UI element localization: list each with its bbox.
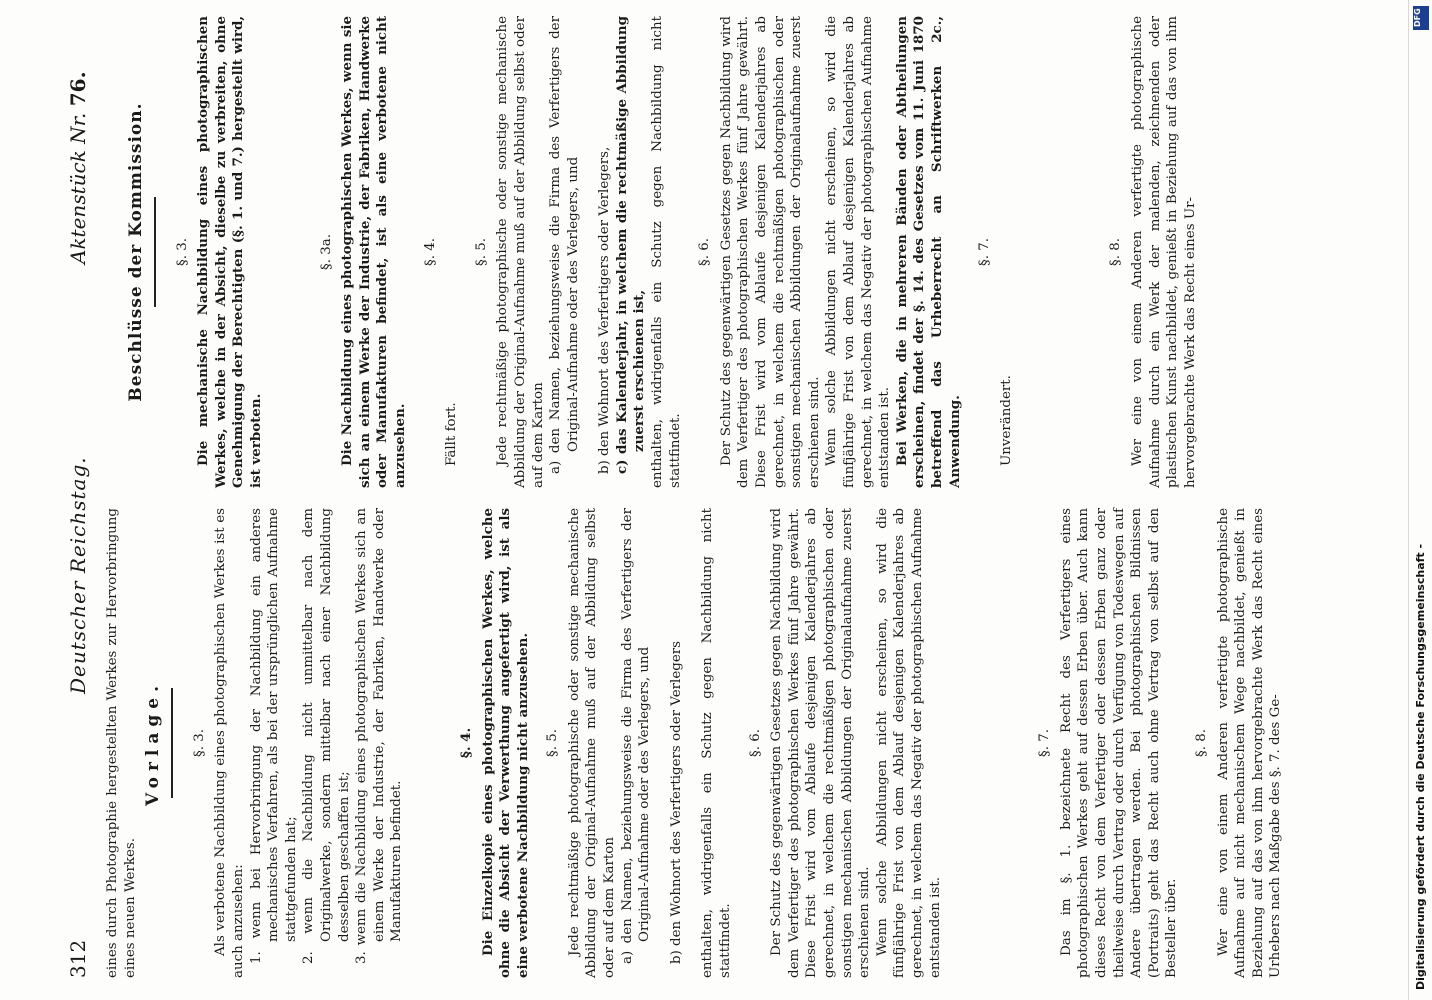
list-item: 2. wenn die Nachbildung nicht unmittelbar nach dem Originalwerke, sondern mittelbar nach einer Nachbildung desselben geschaffen ist; — [301, 508, 352, 964]
section-text: Die mechanische Nachbildung eines photographischen Werkes, welche in der Absicht, dieselbe zu verbreiten, ohne Genehmigung der Berechtigten (§. 1. und 7.) hergestellt wird, ist verboten. — [195, 16, 264, 488]
list-item: a) den Namen, beziehungsweise die Firma des Verfertigers der Original-Aufnahme oder des Verlegers, und — [619, 508, 653, 964]
section-title: §. 7. — [1037, 729, 1053, 757]
header-title: Deutscher Reichstag. — [66, 456, 90, 694]
section-text: Als verbotene Nachbildung eines photographischen Werkes ist es auch anzusehen: — [213, 508, 246, 978]
section-list — [619, 508, 686, 964]
list-item: b) den Wohnort des Verfertigers oder Verlegers — [668, 640, 684, 964]
page-header — [62, 14, 96, 984]
list-item: c) das Kalenderjahr, in welchem die rechtmäßige Abbildung zuerst erschienen ist, — [613, 16, 648, 474]
section-title: §. 4. — [422, 238, 438, 266]
section-text: Wenn solche Abbildungen nicht erscheinen, so wird die fünfjährige Frist von dem Ablauf desjenigen Kalenderjahres ab gerechnet, in welchem das Negativ der photographischen Aufnahme entstanden ist. — [824, 16, 893, 488]
column-vorlage — [104, 508, 1394, 978]
section-text: enthalten, widrigenfalls ein Schutz gegen Nachbildung nicht stattfindet. — [650, 16, 683, 488]
section-text: Jede rechtmäßige photographische oder sonstige mechanische Abbildung der Original-Aufnahme muß auf der Abbildung selbst oder auf dem Karton — [495, 16, 546, 488]
heading-rule — [171, 688, 173, 798]
section-title: §. 4. — [457, 727, 474, 759]
heading-rule — [154, 197, 156, 307]
section-text: Jede rechtmäßige photographische oder sonstige mechanische Abbildung der Original-Aufnahme muß auf der Abbildung selbst oder auf dem Karton — [566, 508, 618, 978]
digitization-credit: Digitalisierung gefördert durch die Deutsche Forschungsgemeinschaft - — [1414, 543, 1427, 990]
section-title: §. 8. — [1108, 238, 1124, 266]
section-list — [547, 16, 649, 474]
section-text: Wer eine von einem Anderen verfertigte photographische Aufnahme durch ein Werk der malenden, zeichnenden oder plastischen Kunst nachbildet, genießt in Beziehung auf das von ihm hervorgebrachte Werk das Recht eines Ur- — [1129, 16, 1198, 488]
page-number: 312 — [66, 939, 90, 978]
column-beschluesse — [104, 16, 1394, 488]
header-aktenstueck — [66, 71, 90, 264]
section-title: §. 3a. — [318, 234, 334, 270]
list-item: 1. wenn bei Hervorbringung der Nachbildung ein anderes mechanisches Verfahren, als bei der ursprünglichen Aufnahme stattgefunden hat; — [248, 508, 299, 964]
section-text: Wenn solche Abbildungen nicht erscheinen, so wird die fünfjährige Frist von dem Ablauf desjenigen Kalenderjahres ab gerechnet, in welchem das Negativ der photographischen Aufnahme entstanden ist. — [874, 508, 943, 978]
section-text: Der Schutz des gegenwärtigen Gesetzes gegen Nachbildung wird dem Verfertiger des photographischen Werkes fünf Jahre gewährt. Diese Frist wird vom Ablaufe desjenigen Kalenderjahres ab gerechnet, in welchem die rechtmäßigen photographischen oder sonstigen mechanischen Abbildungen der Originalaufnahme zuerst erschienen sind. — [769, 508, 873, 978]
section-text: Der Schutz des gegenwärtigen Gesetzes gegen Nachbildung wird dem Verfertiger des photographischen Werkes fünf Jahre gewährt. Diese Frist wird vom Ablaufe desjenigen Kalenderjahres ab gerechnet, in welchem die rechtmäßigen photographischen oder sonstigen mechanischen Abbildungen der Originalaufnahme zuerst erschienen sind. — [718, 16, 822, 488]
section-text: Die Nachbildung eines photographischen Werkes, wenn sie sich an einem Werke der Industrie, der Fabriken, Handwerke oder Manufakturen befindet, ist als eine verbotene nicht anzusehen. — [339, 16, 408, 488]
column-heading-vorlage: Vorlage. — [143, 679, 164, 807]
column-heading-beschluesse: Beschlüsse der Kommission. — [126, 102, 146, 402]
section-text: Fällt fort. — [444, 402, 460, 466]
section-text: Das im §. 1. bezeichnete Recht des Verfertigers eines photographischen Werkes geht auf dessen Erben über. Auch kann dieses Recht von dem Verfertiger oder dessen Erben ganz oder theilweise durch Vertrag oder durch Verfügung von Todeswegen auf Andere übertragen werden. Bei photographischen Bildnissen (Portraits) geht das Recht auch ohne Vertrag von selbst auf den Besteller über. — [1058, 508, 1180, 978]
section-text: Bei Werken, die in mehreren Bänden oder Abtheilungen erscheinen, findet der §. 14. des Gesetzes vom 11. Juni 1870 betreffend das Urheberrecht an Schriftwerken 2c., Anwendung. — [893, 16, 963, 488]
section-list — [248, 508, 406, 964]
dfg-logo-icon: DFG — [1413, 6, 1429, 30]
section-title: §. 8. — [1193, 729, 1209, 757]
section-text: Die Einzelkopie eines photographischen Werkes, welche ohne die Absicht der Verwerthung angefertigt wird, ist als eine verbotene Nachbildung nicht anzusehen. — [479, 508, 531, 978]
section-title: §. 3. — [174, 238, 190, 266]
list-item: a) den Namen, beziehungsweise die Firma des Verfertigers der Original-Aufnahme oder des Verlegers, und — [548, 16, 581, 474]
intro-text: eines durch Photographie hergestellten Werkes zur Hervorbringung eines neuen Werkes. — [105, 508, 138, 978]
section-title: §. 6. — [747, 729, 763, 757]
section-title: §. 5. — [545, 729, 561, 757]
section-title: §. 3. — [191, 729, 207, 757]
section-text: enthalten, widrigenfalls ein Schutz gegen Nachbildung nicht stattfindet. — [700, 508, 734, 978]
section-title: §. 6. — [697, 238, 713, 266]
section-text: Wer eine von einem Anderen verfertigte photographische Aufnahme auf nicht mechanischem Wege nachbildet, genießt in Beziehung auf das von ihm hervorgebrachte Werk das Recht eines Urhebers nach Maßgabe des §. 7. des Ge- — [1215, 508, 1284, 978]
list-item: b) den Wohnort des Verfertigers oder Verlegers, — [597, 146, 613, 474]
section-text: Unverändert. — [998, 375, 1014, 466]
margin-line — [1408, 0, 1409, 1000]
aktenstueck-number: 76. — [66, 71, 90, 107]
aktenstueck-label: Aktenstück Nr. — [66, 112, 90, 264]
list-item: 3. wenn die Nachbildung eines photographischen Werkes sich an einem Werke der Industrie, der Fabriken, Handwerke oder Manufakturen befindet. — [354, 508, 405, 964]
rotated-sheet — [62, 14, 1402, 984]
section-title: §. 5. — [473, 238, 489, 266]
section-title: §. 7. — [977, 238, 993, 266]
